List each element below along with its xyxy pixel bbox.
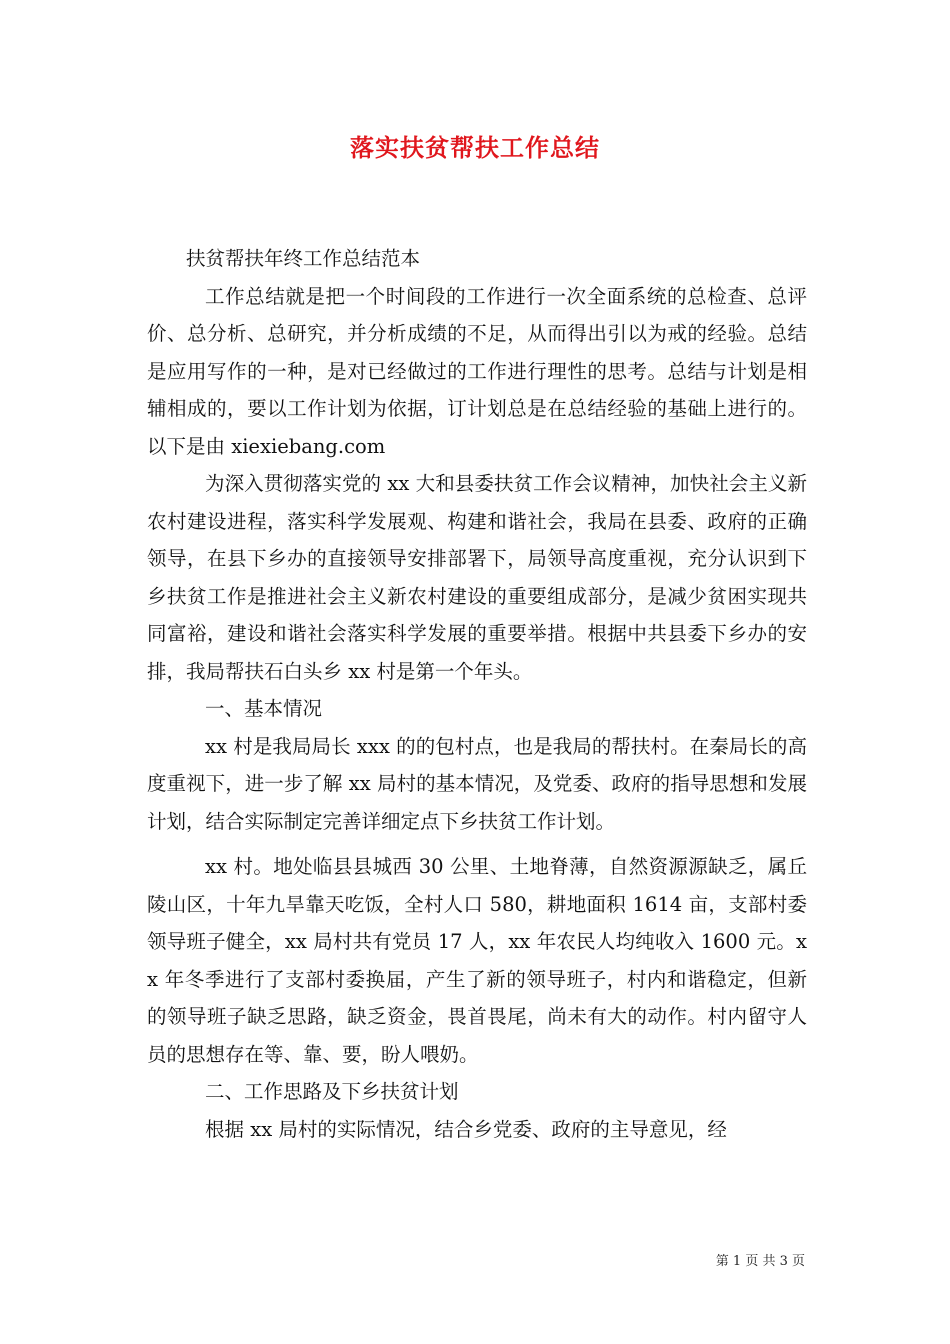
intro-paragraph: 工作总结就是把一个时间段的工作进行一次全面系统的总检查、总评价、总分析、总研究，并分析成绩的不足，从而得出引以为戒的经验。总结是应用写作的一种，是对已经做过的工作进行理性的思考。总结与计划是相辅相成的，要以工作计划为依据，订计划总是在总结经验的基础上进行的。以下是由 xiexiebang.com [147,284,807,458]
subtitle-paragraph: 扶贫帮扶年终工作总结范本 [186,247,421,270]
document-title: 落实扶贫帮扶工作总结 [350,133,600,162]
document-body [147,240,807,1148]
basic-info-paragraph: xx 村是我局局长 xxx 的的包村点，也是我局的帮扶村。在秦局长的高度重视下，进一步了解 xx 局村的基本情况，及党委、政府的指导思想和发展计划，结合实际制定完善详细定点下乡扶贫工作计划。 [147,734,807,833]
section-heading-1: 一、基本情况 [205,697,323,720]
section-heading-2: 二、工作思路及下乡扶贫计划 [205,1080,459,1103]
plan-paragraph: 根据 xx 局村的实际情况，结合乡党委、政府的主导意见，经 [205,1117,727,1141]
page-number: 第 1 页 共 3 页 [715,1254,805,1269]
village-info-paragraph: xx 村。地处临县县城西 30 公里、土地脊薄，自然资源源缺乏，属丘陵山区，十年九旱靠天吃饭，全村人口 580，耕地面积 1614 亩，支部村委领导班子健全，xx 局村共有党员 17 人，xx 年农民人均纯收入 1600 元。xx 年冬季进行了支部村委换届，产生了新的领导班子，村内和谐稳定，但新的领导班子缺乏思路，缺乏资金，畏首畏尾，尚未有大的动作。村内留守人员的思想存在等、靠、要，盼人喂奶。 [147,855,807,1066]
background-paragraph: 为深入贯彻落实党的 xx 大和县委扶贫工作会议精神，加快社会主义新农村建设进程，落实科学发展观、构建和谐社会，我局在县委、政府的正确领导，在县下乡办的直接领导安排部署下，局领导高度重视，充分认识到下乡扶贫工作是推进社会主义新农村建设的重要组成部分，是减少贫困实现共同富裕，建设和谐社会落实科学发展的重要举措。根据中共县委下乡办的安排，我局帮扶石白头乡 xx 村是第一个年头。 [147,472,807,683]
